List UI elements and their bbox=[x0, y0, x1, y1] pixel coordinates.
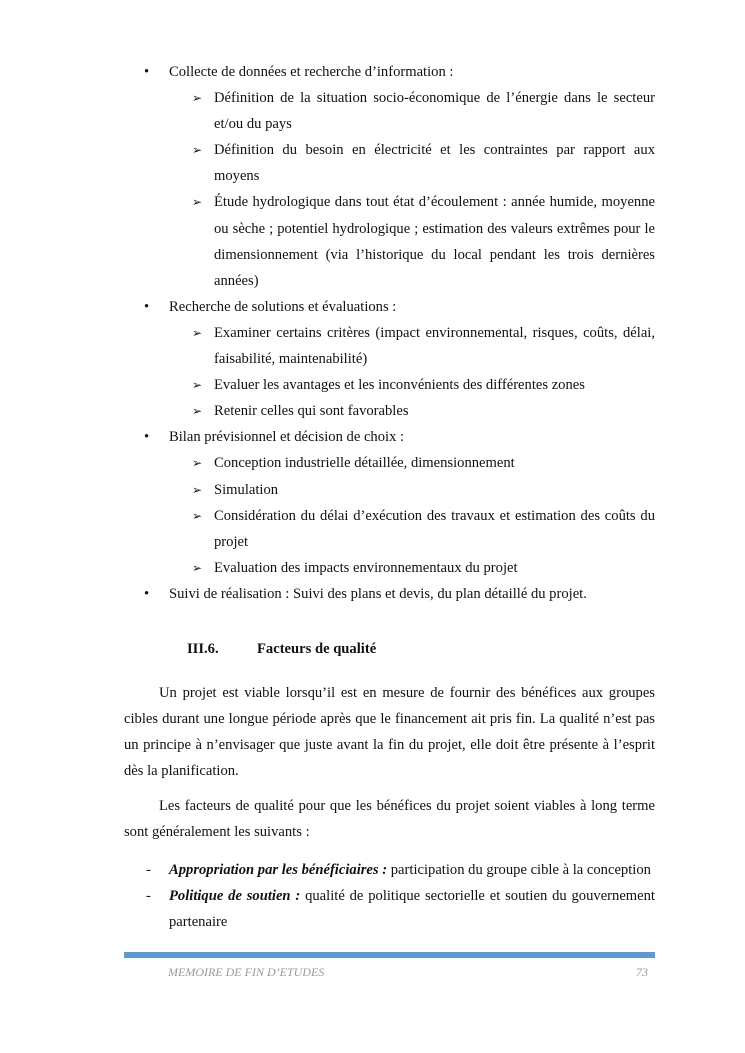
sub-item-text: Evaluer les avantages et les inconvénients des différentes zones bbox=[214, 377, 585, 394]
list-item-text: Collecte de données et recherche d’information : bbox=[169, 64, 454, 80]
sub-item-text: Conception industrielle détaillée, dimensionnement bbox=[214, 455, 515, 472]
arrow-bullet-icon: ➢ bbox=[192, 143, 203, 158]
factor-text: qualité de politique sectorielle et soutien du gouvernement partenaire bbox=[169, 888, 655, 931]
arrow-bullet-icon: ➢ bbox=[192, 195, 203, 210]
steps-list bbox=[124, 59, 655, 607]
paragraph-2 bbox=[124, 793, 655, 845]
paragraph-1 bbox=[124, 680, 655, 784]
sub-list-item bbox=[124, 189, 655, 293]
bullet-icon: • bbox=[144, 64, 150, 80]
sub-item-text: Examiner certains critères (impact environnemental, risques, coûts, délai, faisabilité, maintenabilité) bbox=[214, 324, 655, 368]
factor-term: Appropriation par les bénéficiaires : bbox=[169, 862, 388, 878]
list-item-text: Suivi de réalisation : Suivi des plans et devis, du plan détaillé du projet. bbox=[169, 585, 587, 602]
dash-bullet: - bbox=[146, 862, 151, 878]
page-number: 73 bbox=[636, 965, 648, 979]
paragraph-text: Les facteurs de qualité pour que les bénéfices du projet soient viables à long terme sont généralement les suivants : bbox=[124, 798, 655, 841]
sub-item-text: Étude hydrologique dans tout état d’écoulement : année humide, moyenne ou sèche ; potentiel hydrologique ; estimation des valeurs extrêmes pour le dimensionnement (via l’historique du local pendant les trois dernières années) bbox=[214, 194, 655, 289]
sub-list-item bbox=[124, 85, 655, 137]
sub-item-text: Evaluation des impacts environnementaux du projet bbox=[214, 559, 518, 576]
sub-item-text: Définition de la situation socio-économique de l’énergie dans le secteur et/ou du pays bbox=[214, 90, 655, 133]
factor-item bbox=[124, 883, 655, 935]
bullet-icon: • bbox=[144, 429, 150, 446]
sub-list-item bbox=[124, 503, 655, 555]
dash-bullet: - bbox=[146, 888, 151, 905]
sub-item-text: Considération du délai d’exécution des travaux et estimation des coûts du projet bbox=[214, 507, 655, 550]
arrow-bullet-icon: ➢ bbox=[192, 482, 203, 497]
sub-list-item bbox=[124, 450, 655, 476]
section-number: III.6. bbox=[187, 641, 219, 657]
arrow-bullet-icon: ➢ bbox=[192, 456, 203, 471]
factor-item bbox=[124, 857, 655, 883]
list-item-text: Bilan prévisionnel et décision de choix : bbox=[169, 429, 405, 446]
section-title: Facteurs de qualité bbox=[257, 641, 377, 657]
sub-item-text: Retenir celles qui sont favorables bbox=[214, 403, 409, 420]
list-item bbox=[124, 424, 655, 450]
footer-bar bbox=[124, 952, 655, 958]
arrow-bullet-icon: ➢ bbox=[192, 325, 203, 340]
list-item-text: Recherche de solutions et évaluations : bbox=[169, 298, 397, 315]
list-item bbox=[124, 581, 655, 607]
paragraph-text: Un projet est viable lorsqu’il est en mesure de fournir des bénéfices aux groupes cibles durant une longue période après que le financement ait pris fin. La qualité n’est pas un principe à n’envisager que juste avant la fin du projet, elle doit être présente à l’esprit dès la planification. bbox=[124, 685, 655, 780]
bullet-icon: • bbox=[144, 585, 150, 602]
sub-list-item bbox=[124, 320, 655, 372]
section-heading bbox=[187, 641, 376, 658]
arrow-bullet-icon: ➢ bbox=[192, 508, 203, 523]
sub-list-item bbox=[124, 555, 655, 581]
sub-item-text: Définition du besoin en électricité et les contraintes par rapport aux moyens bbox=[214, 142, 655, 185]
sub-list-item bbox=[124, 477, 655, 503]
bullet-icon: • bbox=[144, 298, 150, 315]
arrow-bullet-icon: ➢ bbox=[192, 91, 203, 106]
factor-text: participation du groupe cible à la conception bbox=[387, 862, 651, 878]
arrow-bullet-icon: ➢ bbox=[192, 560, 203, 575]
sub-list-item bbox=[124, 398, 655, 424]
factor-term: Politique de soutien : bbox=[169, 888, 301, 905]
footer-title: MEMOIRE DE FIN D’ETUDES bbox=[168, 965, 325, 979]
list-item bbox=[124, 59, 655, 85]
sub-list-item bbox=[124, 137, 655, 189]
arrow-bullet-icon: ➢ bbox=[192, 378, 203, 393]
arrow-bullet-icon: ➢ bbox=[192, 404, 203, 419]
sub-list-item bbox=[124, 372, 655, 398]
list-item bbox=[124, 294, 655, 320]
factors-list bbox=[124, 857, 655, 935]
sub-item-text: Simulation bbox=[214, 481, 279, 498]
